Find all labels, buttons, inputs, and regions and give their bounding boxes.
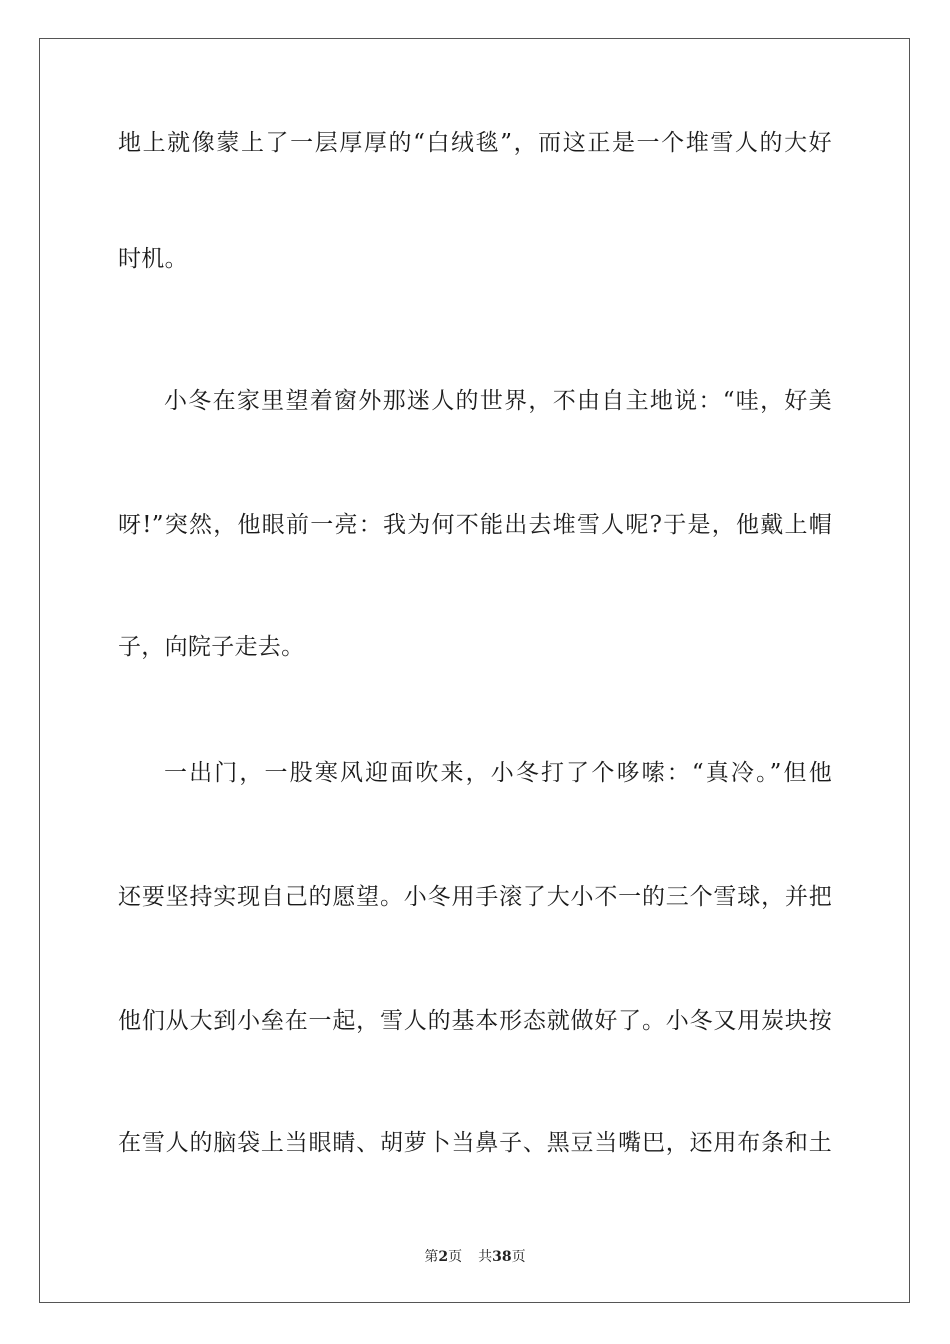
text-line-4: 呀!”突然，他眼前一亮：我为何不能出去堆雪人呢?于是，他戴上帽: [118, 512, 832, 538]
text-line-1: 地上就像蒙上了一层厚厚的“白绒毯”，而这正是一个堆雪人的大好: [118, 130, 832, 156]
text-line-2: 时机。: [118, 246, 188, 272]
page-prefix: 第: [424, 1249, 439, 1265]
page-total: 38: [492, 1249, 512, 1265]
page-current: 2: [438, 1249, 449, 1265]
text-line-9: 在雪人的脑袋上当眼睛、胡萝卜当鼻子、黑豆当嘴巴，还用布条和土: [118, 1130, 832, 1156]
total-prefix: 共: [478, 1249, 493, 1265]
text-line-7: 还要坚持实现自己的愿望。小冬用手滚了大小不一的三个雪球，并把: [118, 884, 832, 910]
text-line-6: 一出门，一股寒风迎面吹来，小冬打了个哆嗦：“真冷。”但他: [164, 760, 832, 786]
page-suffix: 页: [448, 1249, 463, 1265]
page-footer: [0, 1248, 950, 1266]
total-suffix: 页: [511, 1249, 526, 1265]
text-line-5: 子，向院子走去。: [118, 634, 305, 660]
text-line-8: 他们从大到小垒在一起，雪人的基本形态就做好了。小冬又用炭块按: [118, 1008, 832, 1034]
text-line-3: 小冬在家里望着窗外那迷人的世界，不由自主地说：“哇，好美: [164, 388, 832, 414]
page-border: [39, 38, 910, 1303]
